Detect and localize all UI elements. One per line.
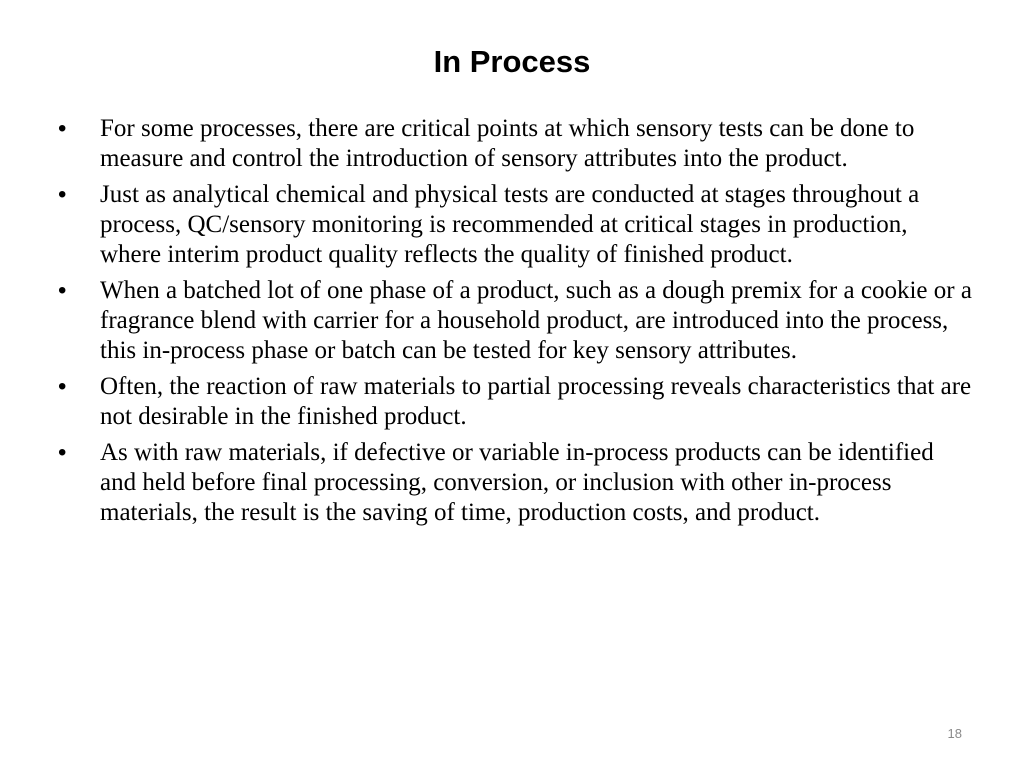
bullet-text: Often, the reaction of raw materials to partial processing reveals characteristics that are not desirable in the finished product. bbox=[100, 373, 972, 430]
page-number: 18 bbox=[947, 726, 962, 741]
bullet-item bbox=[58, 114, 974, 174]
bullet-icon: • bbox=[58, 181, 67, 208]
bullet-item bbox=[58, 438, 974, 528]
bullet-item bbox=[58, 276, 974, 366]
bullet-icon: • bbox=[58, 115, 67, 142]
bullet-icon: • bbox=[58, 373, 67, 400]
bullet-item bbox=[58, 372, 974, 432]
slide-title: In Process bbox=[433, 44, 591, 79]
bullet-text: As with raw materials, if defective or variable in-process products can be identified and held before final processing, conversion, or inclusion with other in-process materials, the result is the saving of time, production costs, and product. bbox=[100, 439, 934, 526]
bullet-icon: • bbox=[58, 277, 67, 304]
bullet-item bbox=[58, 180, 974, 270]
bullet-text: Just as analytical chemical and physical tests are conducted at stages throughout a process, QC/sensory monitoring is recommended at critical stages in production, where interim product quality reflects the quality of finished product. bbox=[100, 181, 920, 268]
bullet-list bbox=[58, 114, 974, 534]
bullet-icon: • bbox=[58, 439, 67, 466]
bullet-text: When a batched lot of one phase of a product, such as a dough premix for a cookie or a fragrance blend with carrier for a household product, are introduced into the process, this in-process phase or batch can be tested for key sensory attributes. bbox=[100, 277, 972, 364]
bullet-text: For some processes, there are critical points at which sensory tests can be done to measure and control the introduction of sensory attributes into the product. bbox=[100, 115, 915, 172]
